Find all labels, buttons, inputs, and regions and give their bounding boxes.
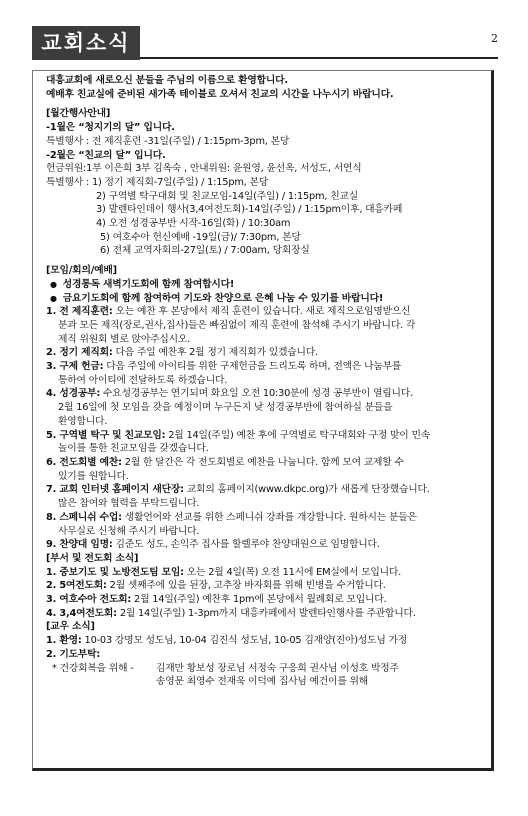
meeting-text: 수요성경공부는 연기되며 화요일 오전 10:30분에 성경 공부반이 열립니다. — [103, 388, 413, 400]
mission-label: 2. 5여전도회: — [46, 580, 107, 592]
meeting-text: 많은 참여와 협력을 부탁드립니다. — [58, 498, 200, 510]
meeting-text: 오는 예찬 후 본당에서 제직 훈련이 있습니다. 새로 제직으로임명받으신 — [115, 306, 411, 318]
schedule-item: 3) 발렌타인데이 행사(3,4여전도회)-14일(주일) / 1:15pm이후, 대흥카페 — [96, 204, 403, 216]
prayer-item — [46, 662, 486, 676]
prayer-names: 김재만 황보성 장로님 서정숙 구응희 권사님 이성호 박정주 — [156, 662, 399, 674]
meeting-label: 9. 찬양대 임명: — [46, 539, 113, 551]
schedule-item: 4) 오전 성경공부반 시작-16일(화) / 10:30am — [96, 218, 291, 230]
meeting-item — [46, 305, 486, 319]
meeting-item — [46, 511, 486, 525]
schedule-item: 6) 전체 교역자회의-27일(토) / 7:00am, 당회장실 — [100, 245, 310, 257]
mission-text: 오는 2월 4일(목) 오전 11시에 EM실에서 모입니다. — [186, 566, 402, 578]
schedule-item: 2) 구역별 탁구대회 및 친교모임-14일(주일) / 1:15pm, 친교실 — [96, 190, 359, 202]
mission-text: 2월 14일(주일) 예찬후 1pm에 본당에서 월례회로 모입니다. — [134, 594, 387, 606]
schedule-item: 5) 여호수아 헌신예배 -19일(금)/ 7:30pm, 본당 — [100, 231, 301, 243]
meeting-item — [46, 346, 486, 360]
news-content — [46, 74, 486, 689]
meeting-item — [46, 387, 486, 401]
meeting-text: 2월 16일에 첫 모임을 갖을 예정이며 누구든지 낮 성경공부반에 참여하실 분들을 — [58, 402, 393, 414]
welcome-item — [46, 634, 486, 648]
mission-text: 2월 셋째주에 있을 된장, 고추장 바자회를 위해 빈병을 수거합니다. — [109, 580, 386, 592]
meeting-label: 8. 스페니쉬 수업: — [46, 511, 122, 523]
week2-title: -2월은 “친교의 달” 입니다. — [46, 149, 166, 161]
mission-item — [46, 607, 486, 621]
meeting-label: 5. 구역별 탁구 및 친교모임: — [46, 429, 166, 441]
meeting-label: 3. 구제 헌금: — [46, 361, 104, 373]
missions-heading: [부서 및 전도회 소식] — [46, 552, 139, 564]
section-title: 교회소식 — [32, 26, 140, 60]
mission-text: 2월 14일(주일) 1-3pm까지 대흥카페에서 발렌타인행사를 주관합니다. — [119, 607, 416, 619]
meeting-text: 2월 14일(주일) 예찬 후에 구역별로 탁구대회와 구정 맞이 민속 — [168, 429, 430, 441]
prayer-heading: 2. 기도부탁: — [46, 648, 101, 660]
week1-title: -1월은 “청지기의 달” 입니다. — [46, 122, 175, 134]
meeting-text: 환영합니다. — [58, 415, 108, 427]
welcome-label: 1. 환영: — [46, 635, 82, 647]
meetings-heading: [모임/회의/예배] — [46, 265, 117, 277]
bullet-item: ● 금요기도회에 함께 참여하여 기도와 찬양으로 은혜 나눔 수 있기를 바랍니다! — [46, 292, 486, 306]
mission-label: 4. 3,4여전도회: — [46, 607, 117, 619]
header-bar — [32, 26, 498, 62]
welcome-text: 10-03 강명모 성도님, 10-04 김진식 성도님, 10-05 김재양(진아)성도님 가정 — [84, 635, 408, 647]
meeting-item — [46, 429, 486, 443]
prayer-names: 송영문 최영수 전재욱 이덕예 집사님 예건이를 위해 — [156, 676, 369, 688]
meeting-item — [46, 360, 486, 374]
prayer-label: * 건강회복을 위해 - — [52, 662, 134, 674]
meeting-label: 4. 성경공부: — [46, 388, 101, 400]
meeting-item — [46, 456, 486, 470]
monthly-heading: [월간행사안내] — [46, 108, 111, 120]
meeting-text: 있기를 원합니다. — [58, 470, 129, 482]
meeting-text: 생활언어와 선교를 위한 스페니쉬 강좌를 개강합니다. 원하시는 분들은 — [124, 511, 417, 523]
members-heading: [교우 소식] — [46, 621, 95, 633]
mission-item — [46, 579, 486, 593]
week1-event: 특별행사 : 전 제직훈련 -31일(주일) / 1:15pm-3pm, 본당 — [46, 135, 290, 147]
meeting-text: 사무실로 신청해 주시기 바랍니다. — [58, 525, 200, 537]
meeting-item — [46, 538, 486, 552]
mission-item — [46, 566, 486, 580]
meeting-text: 통하여 아이티에 전달하도록 하겠습니다. — [58, 374, 228, 386]
meeting-text: 분과 모든 제직(장로,권사,집사)들은 빠짐없이 제직 훈련에 참석해 주시기 바랍니다. 각 — [58, 319, 416, 331]
meeting-text: 교회의 홈페이지(www.dkpc.org)가 새롭게 단장했습니다. — [186, 484, 430, 496]
welcome-line-1: 대흥교회에 새로오신 분들을 주님의 이름으로 환영합니다. — [46, 75, 288, 86]
meeting-label: 2. 정기 제직회: — [46, 347, 113, 359]
meeting-text: 다음 주일에 아이티를 위한 구제헌금을 드리도록 하며, 전액은 나눔부를 — [106, 361, 402, 373]
mission-item — [46, 593, 486, 607]
meeting-text: 김준도 성도, 손익주 집사를 할렐루야 찬양대원으로 임명합니다. — [115, 539, 380, 551]
meeting-text: 2월 한 달간은 각 전도회별로 예찬을 나눕니다. 함께 모여 교제할 수 — [124, 456, 404, 468]
mission-label: 3. 여호수아 전도회: — [46, 594, 132, 606]
meeting-label: 7. 교회 인터넷 홈페이지 새단장: — [46, 484, 184, 496]
header-rule — [140, 57, 498, 59]
meeting-text: 놀이를 통한 친교모임을 갖겠습니다. — [58, 443, 209, 455]
mission-label: 1. 중보기도 및 노방전도팀 모임: — [46, 566, 184, 578]
meeting-text: 제직 위원회 별로 앉아주십시오. — [58, 333, 191, 345]
meeting-label: 1. 전 제직훈련: — [46, 306, 113, 318]
week2-host: 헌금위원:1부 이은희 3부 김옥숙 , 안내위원: 윤원영, 윤선옥, 서성도, 서연식 — [46, 163, 362, 175]
schedule-item: 특별행사 : 1) 정기 제직회-7일(주일) / 1:15pm, 본당 — [46, 176, 269, 188]
welcome-line-2: 예배후 친교실에 준비된 새가족 테이블로 오셔서 친교의 시간을 나누시기 바랍니다. — [46, 88, 394, 100]
page-number: 2 — [491, 32, 498, 45]
meeting-text: 다음 주일 예찬후 2월 정기 제직회가 있겠습니다. — [115, 347, 318, 359]
meeting-item — [46, 483, 486, 497]
meeting-label: 6. 전도회별 예찬: — [46, 456, 122, 468]
bullet-item: ● 성경통독 새벽기도회에 함께 참여합시다! — [46, 278, 486, 292]
